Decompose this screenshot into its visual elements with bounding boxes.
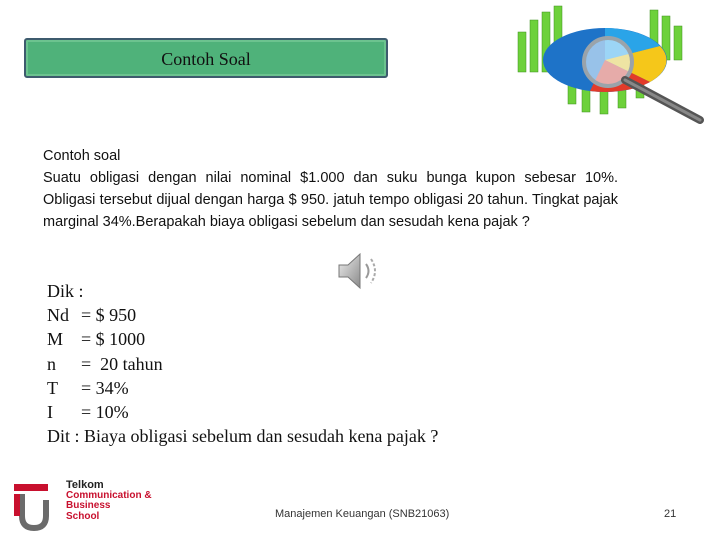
- slide-number: 21: [664, 508, 677, 520]
- question-heading: Contoh soal: [43, 148, 121, 164]
- slide-title-box: [24, 38, 388, 78]
- question-block: [43, 145, 618, 233]
- given-row: M = $ 1000: [47, 329, 146, 350]
- asked-line: Dit : Biaya obligasi sebelum dan sesudah kena pajak ?: [47, 426, 439, 447]
- given-row: T = 34%: [47, 377, 129, 398]
- given-row: Nd = $ 950: [47, 305, 137, 326]
- question-paragraph: Suatu obligasi dengan nilai nominal $1.000 dan suku bunga kupon sebesar 10%. Obligasi tersebut dijual dengan harga $ 950. jatuh tempo obligasi 20 tahun. Tingkat pajak marginal 34%.Berapakah biaya obligasi sebelum dan sesudah kena pajak ?: [43, 170, 618, 230]
- telkom-logo-icon: [14, 480, 54, 532]
- pie-chart-magnifier-icon: [510, 2, 715, 132]
- footer-course: Manajemen Keuangan (SNB21063): [275, 508, 450, 520]
- logo-text: Telkom Communication & Business School: [66, 479, 152, 522]
- given-heading: Dik :: [47, 281, 84, 301]
- slide-title: Contoh Soal: [161, 49, 251, 69]
- telkom-logo: [14, 478, 154, 534]
- given-row: I = 10%: [47, 402, 129, 423]
- given-block: [47, 279, 438, 448]
- given-row: n = 20 tahun: [47, 353, 163, 374]
